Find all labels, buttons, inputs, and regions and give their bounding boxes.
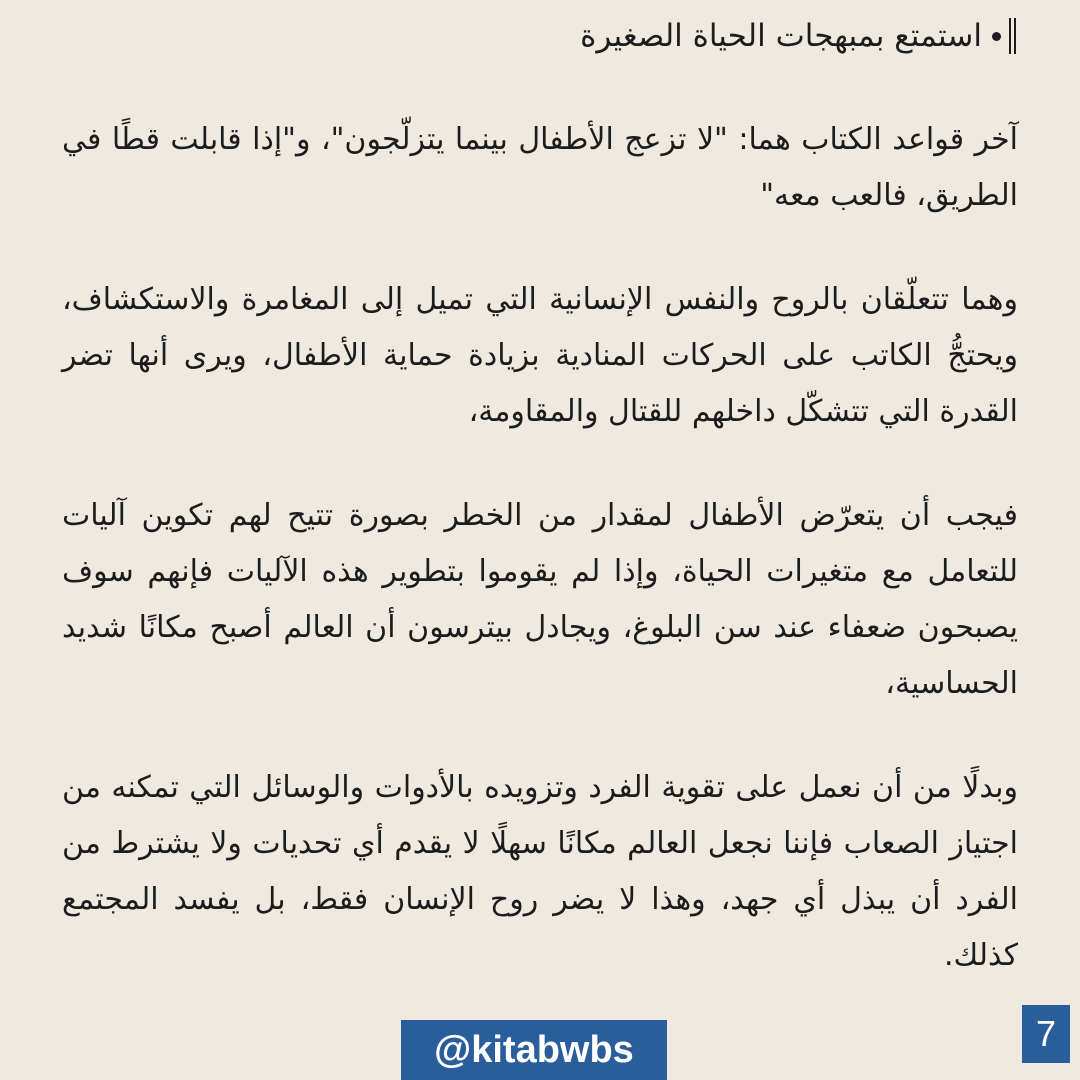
paragraph-4: وبدلًا من أن نعمل على تقوية الفرد وتزويده بالأدوات والوسائل التي تمكنه من اجتياز الصعاب فإننا نجعل العالم مكانًا سهلًا لا يقدم أي تحديات ولا يشترط من الفرد أن يبذل أي جهد، وهذا لا يضر روح الإنسان فقط، بل يفسد المجتمع كذلك. xyxy=(62,770,1018,973)
page-number: 7 xyxy=(1022,1005,1070,1063)
article-body xyxy=(62,112,1018,1032)
heading-bar-icon xyxy=(1009,18,1016,54)
paragraph-3: فيجب أن يتعرّض الأطفال لمقدار من الخطر بصورة تتيح لهم تكوين آليات للتعامل مع متغيرات الحياة، وإذا لم يقوموا بتطوير هذه الآليات فإنهم سوف يصبحون ضعفاء عند سن البلوغ، ويجادل بيترسون أن العالم أصبح مكانًا شديد الحساسية، xyxy=(62,498,1018,701)
account-handle-badge: @kitabwbs xyxy=(401,1020,667,1080)
heading-text: استمتع بمبهجات الحياة الصغيرة xyxy=(580,18,982,54)
bullet-icon xyxy=(992,32,1001,41)
paragraph-2: وهما تتعلّقان بالروح والنفس الإنسانية التي تميل إلى المغامرة والاستكشاف، ويحتجُّ الكاتب على الحركات المنادية بزيادة حماية الأطفال، ويرى أنها تضر القدرة التي تتشكّل داخلهم للقتال والمقاومة، xyxy=(62,282,1018,429)
section-heading xyxy=(580,8,1016,64)
paragraph-1: آخر قواعد الكتاب هما: "لا تزعج الأطفال بينما يتزلّجون"، و"إذا قابلت قطًا في الطريق، فالعب معه" xyxy=(62,122,1018,213)
